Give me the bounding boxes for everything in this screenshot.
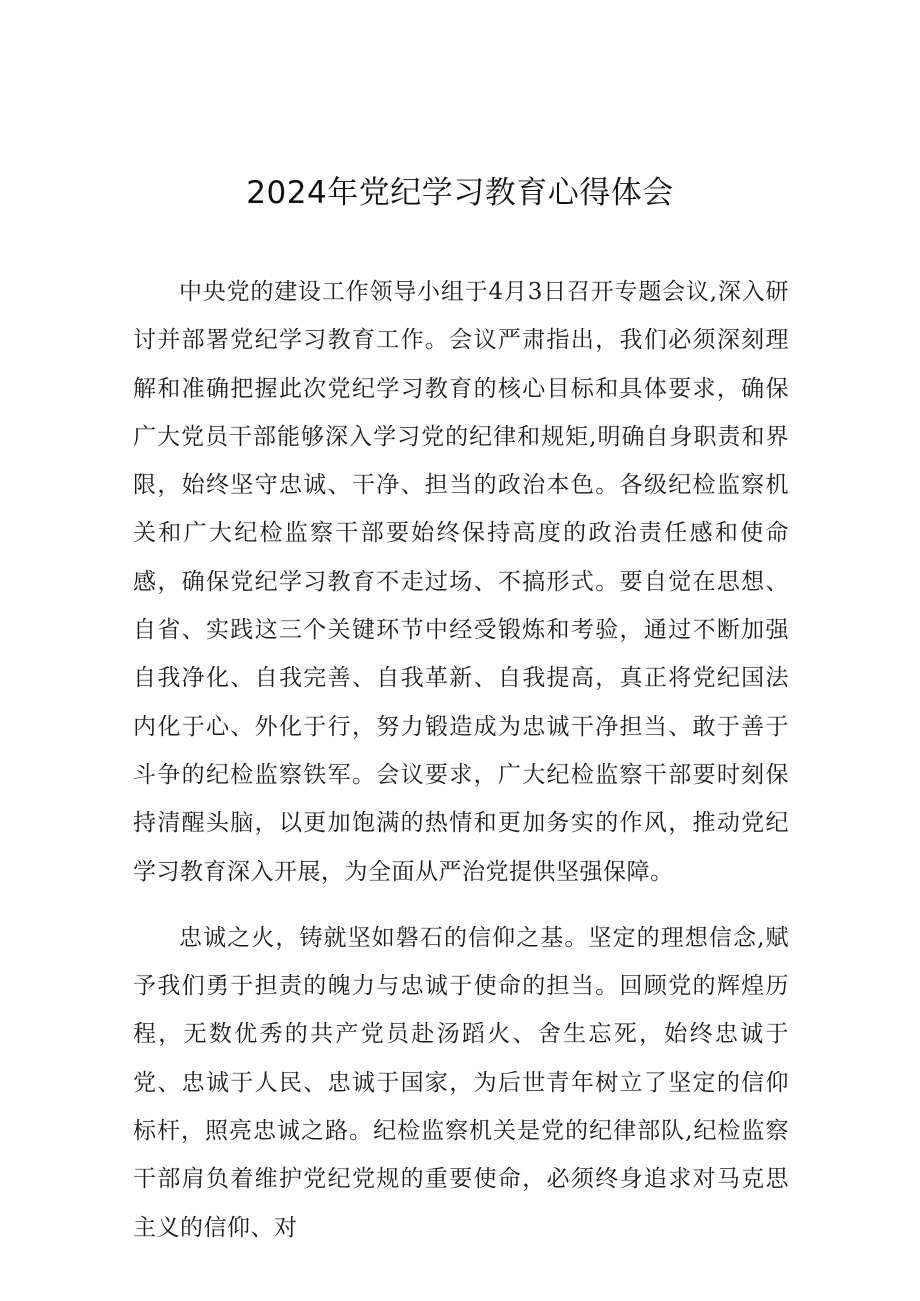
- document-body: [133, 268, 789, 1252]
- paragraph: 忠诚之火，铸就坚如磐石的信仰之基。坚定的理想信念,赋予我们勇于担责的魄力与忠诚于使命的担当。回顾党的辉煌历程，无数优秀的共产党员赴汤蹈火、舍生忘死，始终忠诚于党、忠诚于人民、忠诚于国家，为后世青年树立了坚定的信仰标杆，照亮忠诚之路。纪检监察机关是党的纪律部队,纪检监察干部肩负着维护党纪党规的重要使命，必须终身追求对马克思主义的信仰、对: [133, 924, 789, 1241]
- document-title: 2024年党纪学习教育心得体会: [246, 175, 674, 211]
- paragraph: 中央党的建设工作领导小组于4月3日召开专题会议,深入研讨并部署党纪学习教育工作。会议严肃指出，我们必须深刻理解和准确把握此次党纪学习教育的核心目标和具体要求，确保广大党员干部能够深入学习党的纪律和规矩,明确自身职责和界限，始终坚守忠诚、干净、担当的政治本色。各级纪检监察机关和广大纪检监察干部要始终保持高度的政治责任感和使命感，确保党纪学习教育不走过场、不搞形式。要自觉在思想、自省、实践这三个关键环节中经受锻炼和考验，通过不断加强自我净化、自我完善、自我革新、自我提高，真正将党纪国法内化于心、外化于行，努力锻造成为忠诚干净担当、敢于善于斗争的纪检监察铁军。会议要求，广大纪检监察干部要时刻保持清醒头脑，以更加饱满的热情和更加务实的作风，推动党纪学习教育深入开展，为全面从严治党提供坚强保障。: [133, 279, 789, 885]
